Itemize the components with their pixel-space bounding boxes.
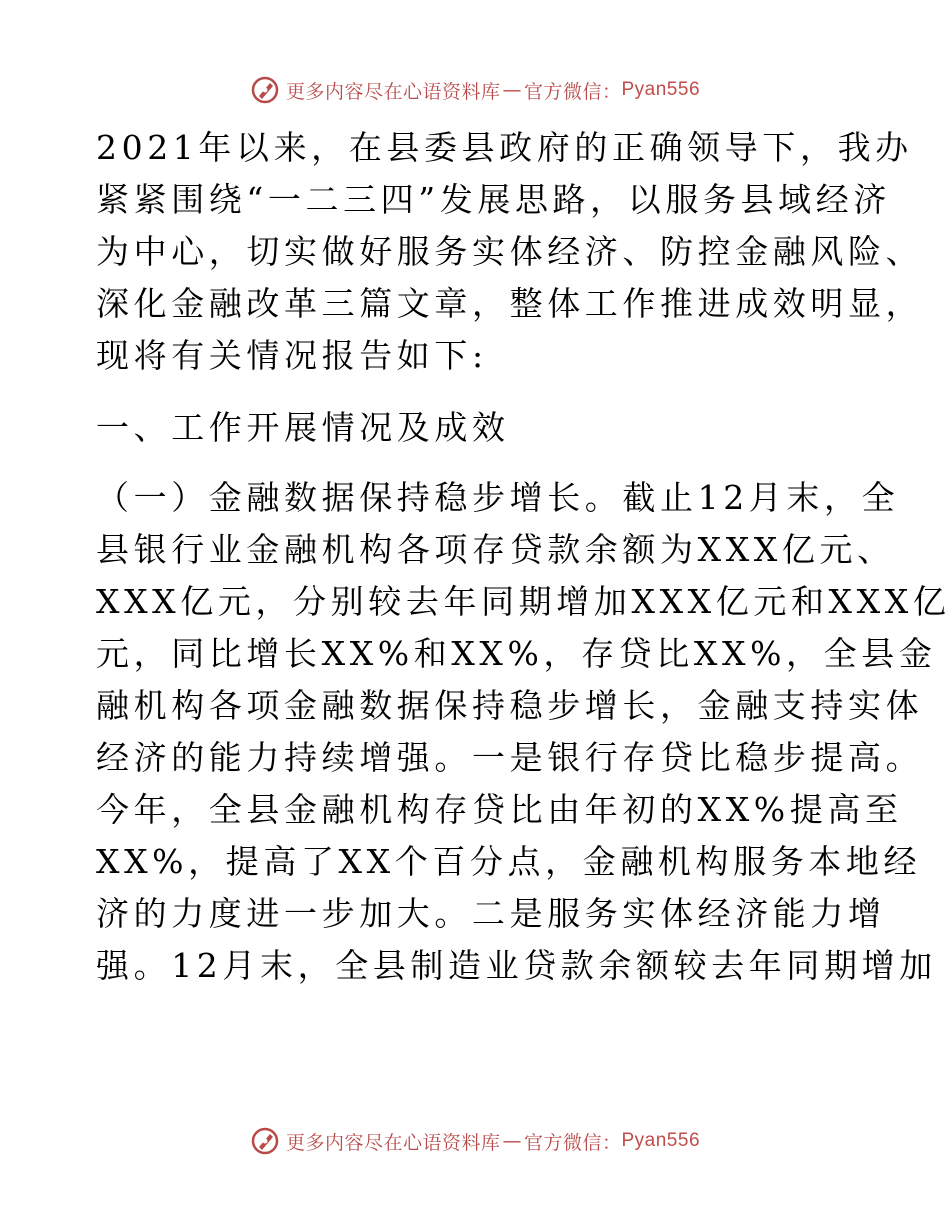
text-line: 今年，全县金融机构存贷比由年初的XX%提高至	[96, 790, 903, 829]
intro-paragraph	[96, 122, 924, 382]
section-heading	[96, 402, 866, 454]
watermark-label: 官方微信：	[523, 80, 622, 103]
text-line: 强。12月末，全县制造业贷款余额较去年同期增加	[96, 946, 937, 985]
watermark-text: 更多内容尽在心语资料库	[285, 1131, 501, 1154]
text-line: 县银行业金融机构各项存贷款余额为XXX亿元、	[96, 530, 895, 569]
text-line: XXX亿元，分别较去年同期增加XXX亿元和XXX亿	[96, 582, 950, 621]
text-line: 济的力度进一步加大。二是服务实体经济能力增	[96, 894, 886, 933]
header-watermark	[0, 70, 950, 110]
watermark-label: 官方微信：	[523, 1131, 622, 1154]
pen-circle-icon	[250, 75, 280, 105]
watermark-id: Pyan556	[621, 1130, 701, 1151]
watermark-separator: —	[502, 79, 522, 101]
text-line: 现将有关情况报告如下:	[96, 336, 488, 375]
text-line: 2021年以来，在县委县政府的正确领导下，我办	[96, 128, 913, 167]
text-line: 融机构各项金融数据保持稳步增长，金融支持实体	[96, 686, 924, 725]
text-line: 为中心，切实做好服务实体经济、防控金融风险、	[96, 232, 924, 271]
text-line: XX%，提高了XX个百分点，金融机构服务本地经	[96, 842, 922, 881]
document-body	[96, 122, 950, 992]
section-paragraph	[96, 472, 950, 992]
watermark-separator: —	[502, 1130, 522, 1152]
text-line: 元，同比增长XX%和XX%，存贷比XX%，全县金	[96, 634, 937, 673]
text-line: 紧紧围绕“一二三四”发展思路，以服务县域经济	[96, 180, 891, 219]
text-line: 深化金融改革三篇文章，整体工作推进成效明显，	[96, 284, 924, 323]
footer-watermark	[0, 1121, 950, 1161]
watermark-text: 更多内容尽在心语资料库	[285, 80, 501, 103]
heading-line: 一、工作开展情况及成效	[96, 408, 510, 447]
text-line: （一）金融数据保持稳步增长。截止12月末，全	[96, 478, 900, 517]
watermark-id: Pyan556	[621, 79, 701, 100]
text-line: 经济的能力持续增强。一是银行存贷比稳步提高。	[96, 738, 924, 777]
pen-circle-icon	[250, 1126, 280, 1156]
